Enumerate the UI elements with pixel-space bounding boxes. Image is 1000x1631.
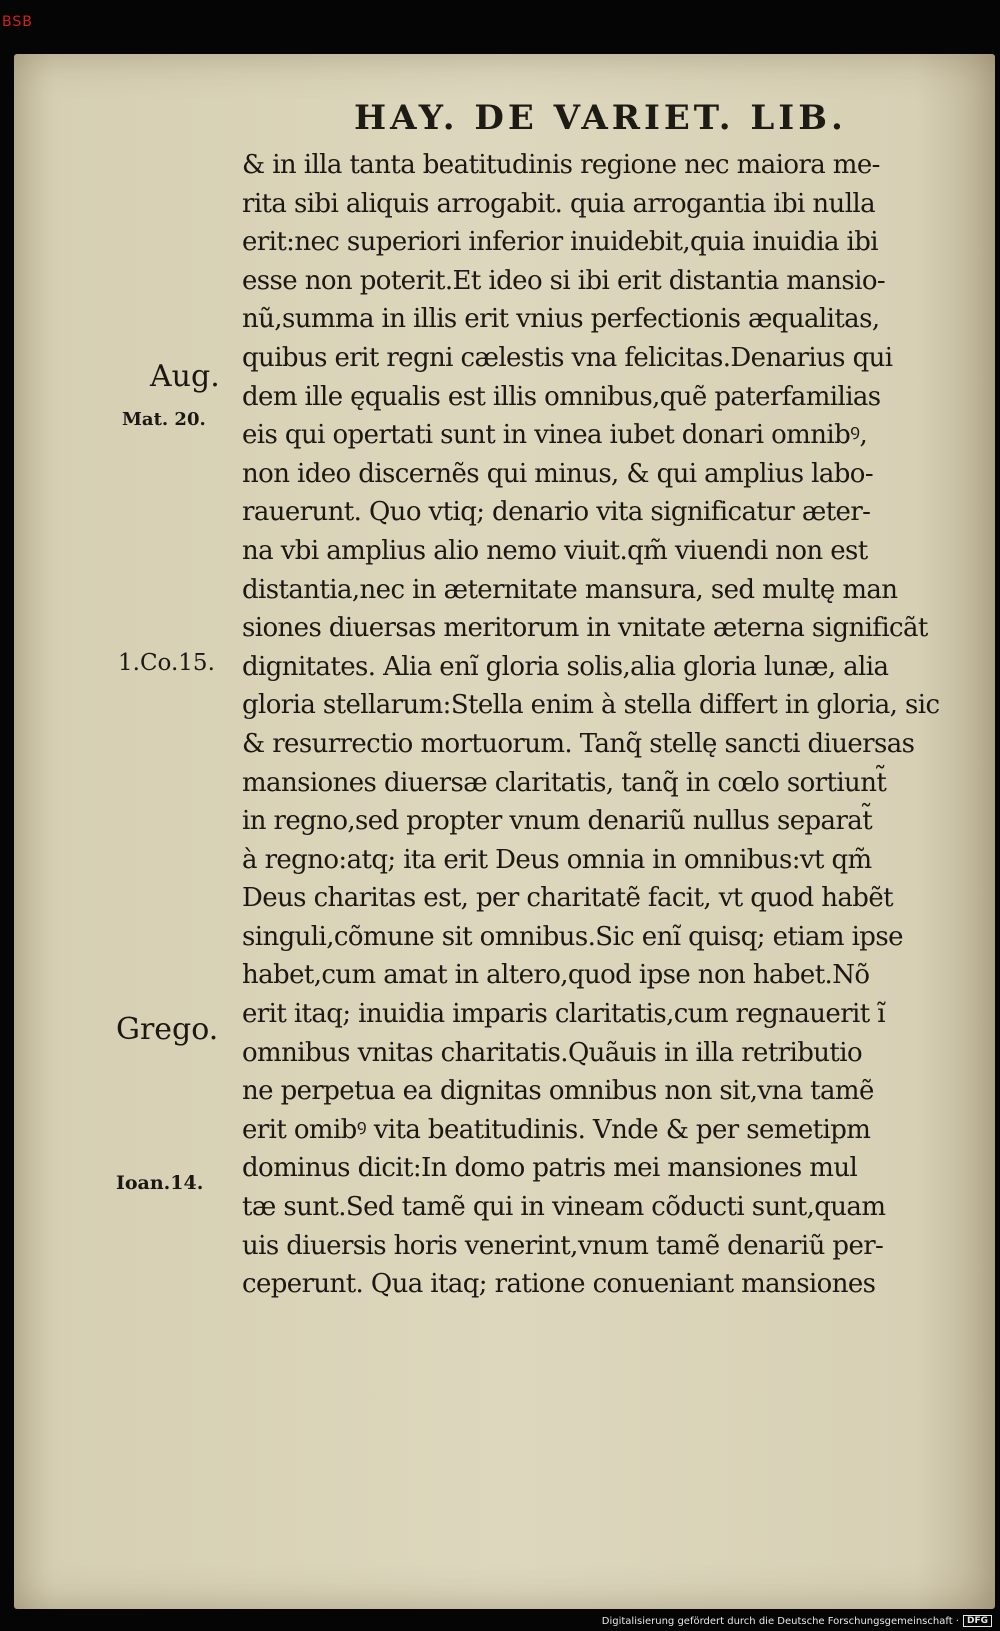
library-mark: BSB — [2, 14, 33, 30]
running-head: HAY. DE VARIET. LIB. — [354, 98, 847, 138]
text-line: esse non poterit.Et ideo si ibi erit distantia mansio- — [242, 265, 886, 296]
text-line: dem ille ęqualis est illis omnibus,quẽ paterfamilias — [242, 381, 881, 412]
text-line: & resurrectio mortuorum. Tanq̃ stellę sancti diuersas — [242, 728, 915, 759]
text-line: ne perpetua ea dignitas omnibus non sit,vna tamẽ — [242, 1076, 874, 1107]
text-line: Deus charitas est, per charitatẽ facit, vt quod habẽt — [242, 883, 893, 914]
text-line: in regno,sed propter vnum denariũ nullus separat̃ — [242, 806, 873, 837]
footer-credit — [602, 1615, 992, 1627]
text-line: rita sibi aliquis arrogabit. quia arrogantia ibi nulla — [242, 188, 876, 219]
text-line: erit omibꝰ vita beatitudinis. Vnde & per semetipm — [242, 1114, 871, 1145]
text-line: na vbi amplius alio nemo viuit.qm̃ viuendi non est — [242, 535, 868, 566]
text-line: non ideo discernẽs qui minus, & qui amplius labo- — [242, 458, 874, 489]
text-line: erit:nec superiori inferior inuidebit,quia inuidia ibi — [242, 227, 878, 258]
text-line: nũ,summa in illis erit vnius perfectionis æqualitas, — [242, 304, 880, 335]
margin-note-aug: Aug. — [150, 359, 220, 394]
footer-text: Digitalisierung gefördert durch die Deutsche Forschungsgemeinschaft · — [601, 1615, 959, 1627]
text-line: uis diuersis horis venerint,vnum tamẽ denariũ per- — [242, 1230, 884, 1261]
text-line: gloria stellarum:Stella enim à stella differt in gloria, sic — [242, 690, 940, 721]
text-line: mansiones diuersæ claritatis, tanq̃ in cœlo sortiunt̃ — [242, 767, 887, 798]
book-page — [14, 54, 995, 1609]
dfg-logo: DFG — [963, 1615, 992, 1627]
text-line: distantia,nec in æternitate mansura, sed multę man — [242, 574, 898, 605]
text-line: omnibus vnitas charitatis.Quãuis in illa retributio — [242, 1037, 863, 1068]
text-line: à regno:atq; ita erit Deus omnia in omnibus:vt qm̃ — [242, 844, 872, 875]
margin-note-grego: Grego. — [116, 1012, 219, 1047]
text-line: tæ sunt.Sed tamẽ qui in vineam cõducti sunt,quam — [242, 1192, 886, 1223]
margin-note-cor: 1.Co.15. — [118, 650, 215, 676]
text-line: quibus erit regni cælestis vna felicitas.Denarius qui — [242, 342, 893, 373]
text-line: & in illa tanta beatitudinis regione nec maiora me- — [242, 150, 880, 180]
body-text — [242, 146, 982, 1304]
text-line: dignitates. Alia enĩ gloria solis,alia gloria lunæ, alia — [242, 651, 889, 682]
margin-note-ioan: Ioan.14. — [116, 1172, 204, 1194]
text-line: erit itaq; inuidia imparis claritatis,cum regnauerit ĩ — [242, 999, 885, 1030]
text-line: habet,cum amat in altero,quod ipse non habet.Nõ — [242, 960, 870, 991]
text-line: eis qui opertati sunt in vinea iubet donari omnibꝰ, — [242, 420, 868, 451]
text-line: singuli,cõmune sit omnibus.Sic enĩ quisq; etiam ipse — [242, 921, 903, 952]
text-line: rauerunt. Quo vtiq; denario vita significatur æter- — [242, 497, 871, 528]
text-line: siones diuersas meritorum in vnitate æterna significãt — [242, 613, 928, 644]
text-line: ceperunt. Qua itaq; ratione conueniant mansiones — [242, 1269, 876, 1300]
text-line: dominus dicit:In domo patris mei mansiones mul — [242, 1153, 858, 1184]
margin-note-mat: Mat. 20. — [122, 409, 206, 430]
